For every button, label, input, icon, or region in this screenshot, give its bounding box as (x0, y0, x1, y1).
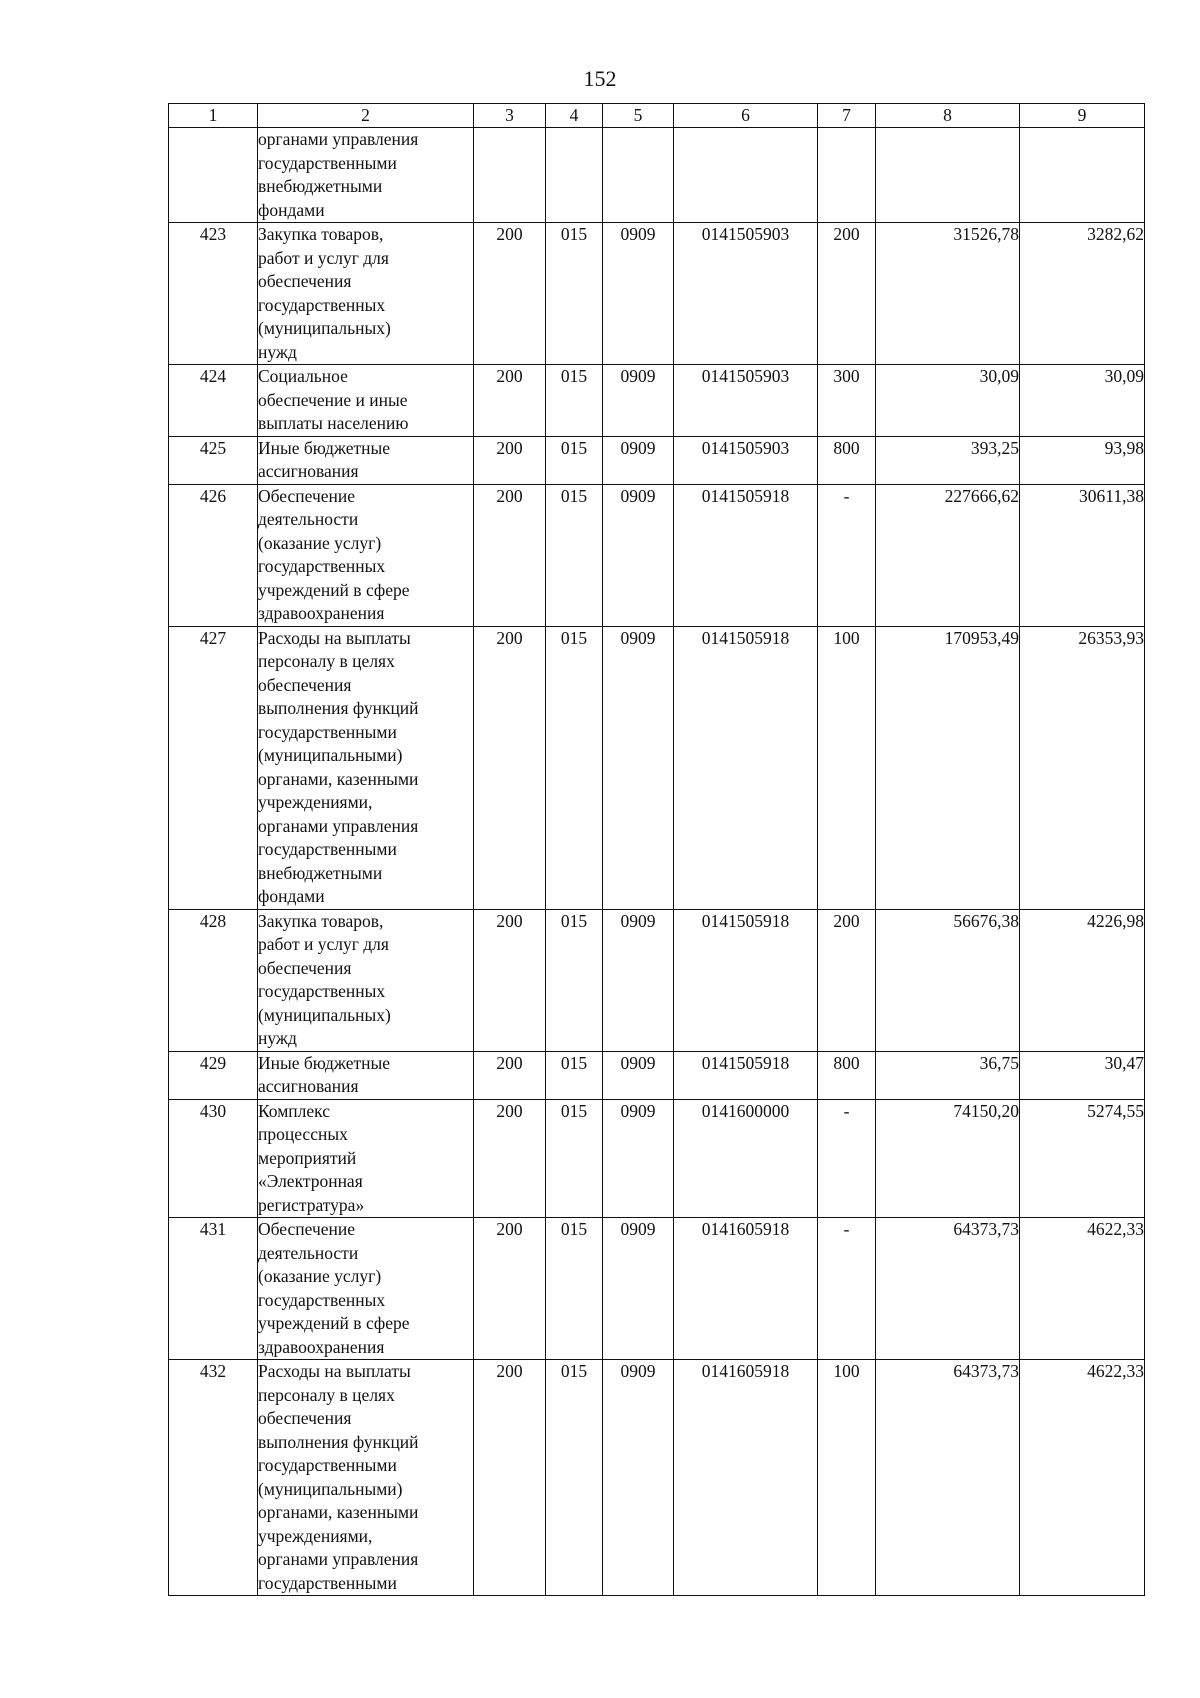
expense-name-line: учреждениями, (258, 1525, 373, 1546)
col7-cell: 100 (818, 626, 876, 909)
col5-cell: 0909 (603, 223, 674, 365)
col9-amount-cell: 30611,38 (1020, 484, 1145, 626)
col8-amount-cell (876, 128, 1020, 223)
expense-name-line: (муниципальными) (258, 745, 403, 765)
expense-name-line: выплаты населению (258, 413, 409, 433)
expense-name-line: Обеспечение (258, 485, 356, 506)
expense-name-line: обеспечения (258, 1408, 352, 1428)
row-number-cell: 424 (169, 365, 258, 437)
expense-name-line: государственными (258, 1572, 397, 1593)
row-number-cell: 428 (169, 909, 258, 1051)
expense-name-line: государственными (258, 839, 397, 859)
col8-amount-cell: 56676,38 (876, 909, 1020, 1051)
table-body (169, 128, 1145, 1596)
col3-cell: 200 (474, 1218, 546, 1360)
expense-name-cell (258, 1360, 474, 1596)
expense-name-line: обеспечения (258, 674, 352, 695)
col6-cell: 0141505918 (674, 909, 818, 1051)
table-row (169, 223, 1145, 365)
expense-name-line: ассигнования (258, 461, 359, 481)
col9-amount-cell: 26353,93 (1020, 626, 1145, 909)
column-header: 6 (674, 104, 818, 128)
col9-amount-cell: 3282,62 (1020, 223, 1145, 365)
col7-cell: 200 (818, 223, 876, 365)
row-number-cell: 432 (169, 1360, 258, 1596)
expense-name-line: органами управления (258, 815, 419, 836)
col7-cell: 800 (818, 1051, 876, 1099)
expense-name-line: Расходы на выплаты (258, 1361, 411, 1381)
expense-name-line: государственных (258, 981, 386, 1001)
table-row (169, 909, 1145, 1051)
table-row (169, 626, 1145, 909)
expense-name-cell (258, 223, 474, 365)
row-number-cell: 429 (169, 1051, 258, 1099)
expense-name-line: работ и услуг для (258, 247, 389, 268)
expense-name-line: Расходы на выплаты (258, 627, 411, 648)
col8-amount-cell: 30,09 (876, 365, 1020, 437)
col5-cell: 0909 (603, 365, 674, 437)
col4-cell: 015 (546, 1218, 603, 1360)
expense-name-cell (258, 909, 474, 1051)
table-row (169, 484, 1145, 626)
expense-name-line: процессных (258, 1124, 348, 1144)
col9-amount-cell (1020, 128, 1145, 223)
col5-cell: 0909 (603, 484, 674, 626)
expense-name-line: Комплекс (258, 1100, 330, 1121)
table-row (169, 128, 1145, 223)
expense-name-line: государственными (258, 1455, 397, 1475)
col5-cell: 0909 (603, 909, 674, 1051)
col3-cell: 200 (474, 223, 546, 365)
expense-name-cell (258, 128, 474, 223)
col9-amount-cell: 30,47 (1020, 1051, 1145, 1099)
expense-name-cell (258, 365, 474, 437)
expense-name-cell (258, 436, 474, 484)
expense-name-line: здравоохранения (258, 603, 385, 623)
expense-name-line: персоналу в целях (258, 1384, 395, 1405)
col7-cell: 800 (818, 436, 876, 484)
col3-cell: 200 (474, 436, 546, 484)
col7-cell: - (818, 1218, 876, 1360)
col5-cell (603, 128, 674, 223)
expense-name-line: нужд (258, 1028, 297, 1048)
expense-name-line: мероприятий (258, 1147, 357, 1168)
column-header: 5 (603, 104, 674, 128)
col8-amount-cell: 74150,20 (876, 1099, 1020, 1218)
col7-cell: - (818, 1099, 876, 1218)
table-row (169, 436, 1145, 484)
expense-name-line: государственными (258, 152, 397, 173)
expense-name-line: органами управления (258, 1549, 419, 1569)
expense-name-line: обеспечения (258, 957, 352, 978)
row-number-cell: 430 (169, 1099, 258, 1218)
expense-name-line: органами, казенными (258, 768, 419, 789)
expense-name-line: учреждений в сфере (258, 1313, 410, 1333)
expense-name-line: Обеспечение (258, 1219, 356, 1239)
col7-cell (818, 128, 876, 223)
expense-name-line: ассигнования (258, 1076, 359, 1096)
page-number: 152 (583, 66, 617, 91)
col4-cell (546, 128, 603, 223)
col5-cell: 0909 (603, 1051, 674, 1099)
col6-cell: 0141505903 (674, 223, 818, 365)
table-row (169, 1099, 1145, 1218)
expense-name-line: государственных (258, 1289, 386, 1310)
col3-cell: 200 (474, 909, 546, 1051)
col6-cell: 0141505903 (674, 365, 818, 437)
row-number-cell: 431 (169, 1218, 258, 1360)
col7-cell: 300 (818, 365, 876, 437)
row-number-cell: 427 (169, 626, 258, 909)
expense-name-cell (258, 626, 474, 909)
col8-amount-cell: 170953,49 (876, 626, 1020, 909)
expense-name-line: учреждениями, (258, 792, 373, 812)
col6-cell: 0141505903 (674, 436, 818, 484)
expense-name-line: внебюджетными (258, 862, 383, 883)
expense-name-line: Закупка товаров, (258, 224, 384, 244)
col4-cell: 015 (546, 484, 603, 626)
col4-cell: 015 (546, 626, 603, 909)
col4-cell: 015 (546, 1360, 603, 1596)
col3-cell: 200 (474, 365, 546, 437)
expense-name-line: государственных (258, 294, 386, 315)
col9-amount-cell: 93,98 (1020, 436, 1145, 484)
table-row (169, 1360, 1145, 1596)
table-row (169, 1051, 1145, 1099)
col3-cell: 200 (474, 626, 546, 909)
expense-name-line: деятельности (258, 1242, 359, 1263)
col9-amount-cell: 30,09 (1020, 365, 1145, 437)
expense-name-line: деятельности (258, 509, 359, 529)
header-row (169, 104, 1145, 128)
expense-name-line: обеспечение и иные (258, 389, 408, 410)
col4-cell: 015 (546, 365, 603, 437)
col8-amount-cell: 31526,78 (876, 223, 1020, 365)
col9-amount-cell: 4226,98 (1020, 909, 1145, 1051)
col4-cell: 015 (546, 223, 603, 365)
table-header (169, 104, 1145, 128)
col9-amount-cell: 4622,33 (1020, 1218, 1145, 1360)
expense-name-line: Иные бюджетные (258, 1052, 391, 1073)
column-header: 2 (258, 104, 474, 128)
expense-name-line: государственными (258, 721, 397, 742)
expense-name-line: (муниципальных) (258, 1004, 391, 1025)
expense-name-line: выполнения функций (258, 698, 419, 718)
expense-name-line: выполнения функций (258, 1431, 419, 1452)
column-header: 3 (474, 104, 546, 128)
row-number-cell: 425 (169, 436, 258, 484)
expense-name-line: обеспечения (258, 271, 352, 291)
expense-name-line: нужд (258, 341, 297, 362)
col5-cell: 0909 (603, 1099, 674, 1218)
expense-name-line: Закупка товаров, (258, 910, 384, 931)
col9-amount-cell: 4622,33 (1020, 1360, 1145, 1596)
column-header: 7 (818, 104, 876, 128)
row-number-cell: 423 (169, 223, 258, 365)
column-header: 9 (1020, 104, 1145, 128)
expense-name-line: работ и услуг для (258, 934, 389, 954)
expense-name-line: государственных (258, 556, 386, 576)
expense-name-line: фондами (258, 886, 325, 906)
col6-cell: 0141605918 (674, 1360, 818, 1596)
expense-name-line: фондами (258, 199, 325, 220)
expense-name-line: персоналу в целях (258, 651, 395, 671)
expense-name-cell (258, 484, 474, 626)
col8-amount-cell: 36,75 (876, 1051, 1020, 1099)
col6-cell: 0141505918 (674, 484, 818, 626)
expense-name-line: органами, казенными (258, 1502, 419, 1522)
expense-name-line: «Электронная (258, 1171, 363, 1191)
column-header: 8 (876, 104, 1020, 128)
row-number-cell (169, 128, 258, 223)
expense-name-line: (муниципальных) (258, 318, 391, 338)
col7-cell: 200 (818, 909, 876, 1051)
col3-cell: 200 (474, 1099, 546, 1218)
col6-cell (674, 128, 818, 223)
col8-amount-cell: 393,25 (876, 436, 1020, 484)
expense-name-line: (оказание услуг) (258, 1266, 382, 1286)
expense-name-line: органами управления (258, 129, 419, 149)
expense-name-line: (оказание услуг) (258, 532, 382, 553)
col8-amount-cell: 227666,62 (876, 484, 1020, 626)
col3-cell: 200 (474, 1051, 546, 1099)
row-number-cell: 426 (169, 484, 258, 626)
expense-name-cell (258, 1218, 474, 1360)
col6-cell: 0141605918 (674, 1218, 818, 1360)
col8-amount-cell: 64373,73 (876, 1218, 1020, 1360)
budget-table (168, 103, 1145, 1596)
col9-amount-cell: 5274,55 (1020, 1099, 1145, 1218)
col5-cell: 0909 (603, 1218, 674, 1360)
col8-amount-cell: 64373,73 (876, 1360, 1020, 1596)
col3-cell: 200 (474, 1360, 546, 1596)
table-row (169, 1218, 1145, 1360)
col3-cell: 200 (474, 484, 546, 626)
expense-name-line: (муниципальными) (258, 1478, 403, 1499)
col6-cell: 0141505918 (674, 1051, 818, 1099)
col4-cell: 015 (546, 1099, 603, 1218)
expense-name-line: учреждений в сфере (258, 579, 410, 600)
expense-name-line: здравоохранения (258, 1336, 385, 1357)
expense-name-line: Социальное (258, 366, 348, 386)
expense-name-line: регистратура» (258, 1194, 365, 1215)
col4-cell: 015 (546, 1051, 603, 1099)
column-header: 1 (169, 104, 258, 128)
col5-cell: 0909 (603, 626, 674, 909)
expense-name-line: внебюджетными (258, 176, 383, 196)
col3-cell (474, 128, 546, 223)
expense-name-cell (258, 1051, 474, 1099)
col5-cell: 0909 (603, 1360, 674, 1596)
col4-cell: 015 (546, 909, 603, 1051)
table-row (169, 365, 1145, 437)
col6-cell: 0141600000 (674, 1099, 818, 1218)
expense-name-cell (258, 1099, 474, 1218)
col7-cell: 100 (818, 1360, 876, 1596)
col5-cell: 0909 (603, 436, 674, 484)
col6-cell: 0141505918 (674, 626, 818, 909)
expense-name-line: Иные бюджетные (258, 437, 391, 458)
column-header: 4 (546, 104, 603, 128)
col4-cell: 015 (546, 436, 603, 484)
col7-cell: - (818, 484, 876, 626)
